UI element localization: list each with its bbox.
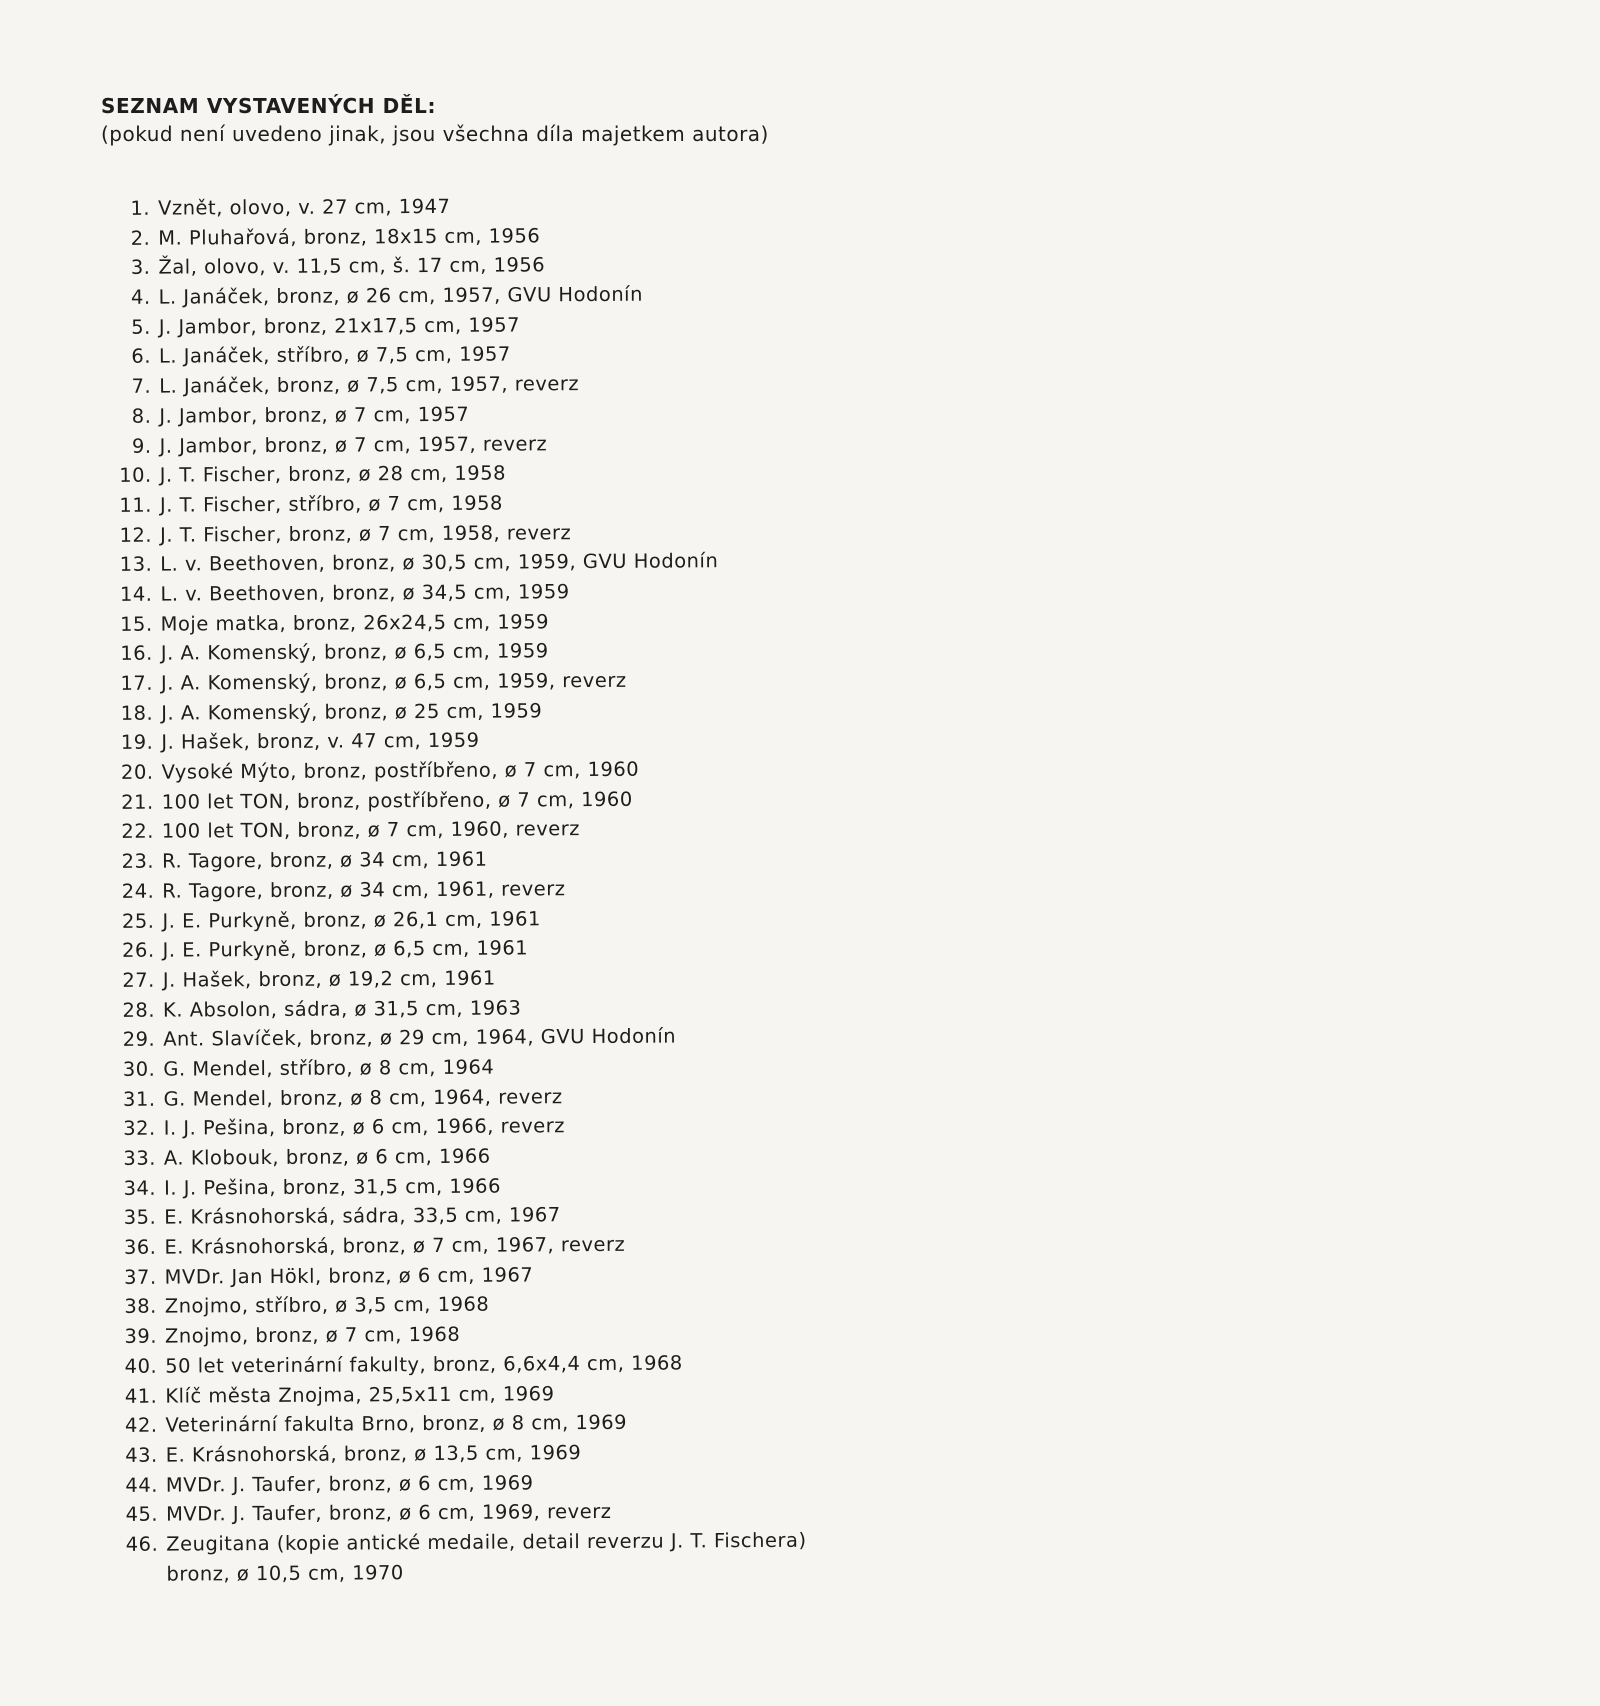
work-description: L. Janáček, bronz, ø 7,5 cm, 1957, reverz <box>159 372 580 398</box>
work-number: 35. <box>123 1206 157 1230</box>
work-number: 32. <box>123 1116 156 1141</box>
work-description: R. Tagore, bronz, ø 34 cm, 1961 <box>162 847 488 873</box>
work-item <box>101 279 799 313</box>
work-item <box>108 1526 807 1590</box>
work-description: MVDr. J. Taufer, bronz, ø 6 cm, 1969 <box>165 1470 534 1497</box>
work-description: L. Janáček, bronz, ø 26 cm, 1957, GVU Hodonín <box>158 282 644 309</box>
work-description: E. Krásnohorská, sádra, 33,5 cm, 1967 <box>164 1203 561 1230</box>
work-number: 22. <box>121 820 154 844</box>
work-description: I. J. Pešina, bronz, 31,5 cm, 1966 <box>164 1174 502 1200</box>
work-description: Znojmo, stříbro, ø 3,5 cm, 1968 <box>164 1293 490 1319</box>
work-description: Vznět, olovo, v. 27 cm, 1947 <box>158 194 451 220</box>
work-description: Vysoké Mýto, bronz, postříbřeno, ø 7 cm, 1960 <box>161 757 640 784</box>
work-item <box>106 1169 804 1203</box>
work-item <box>107 1318 805 1352</box>
work-description: J. T. Fischer, bronz, ø 7 cm, 1958, reverz <box>160 520 572 547</box>
work-number: 5. <box>131 315 151 339</box>
work-description: L. v. Beethoven, bronz, ø 30,5 cm, 1959, GVU Hodonín <box>160 549 719 576</box>
work-item <box>107 1288 805 1322</box>
work-item <box>100 249 798 283</box>
work-number: 20. <box>120 760 154 784</box>
work-item <box>103 694 801 728</box>
work-description: J. A. Komenský, bronz, ø 6,5 cm, 1959 <box>160 639 549 665</box>
work-number: 34. <box>123 1176 157 1200</box>
work-number: 12. <box>119 523 153 547</box>
work-item <box>108 1466 806 1500</box>
work-item <box>105 991 803 1025</box>
work-item <box>100 190 798 224</box>
work-item <box>103 724 801 758</box>
work-number: 16. <box>120 641 153 666</box>
work-item <box>106 1199 804 1233</box>
work-number: 4. <box>130 285 151 309</box>
work-item <box>104 813 802 847</box>
work-item <box>103 754 801 788</box>
work-number: 36. <box>123 1235 157 1259</box>
work-number: 8. <box>131 404 152 428</box>
work-item <box>101 308 799 342</box>
work-number: 42. <box>124 1413 158 1438</box>
work-item <box>104 902 802 936</box>
work-item <box>107 1258 805 1292</box>
work-description: J. E. Purkyně, bronz, ø 6,5 cm, 1961 <box>162 936 529 962</box>
work-number: 31. <box>122 1087 156 1111</box>
work-number: 40. <box>124 1354 158 1378</box>
work-number: 9. <box>131 434 152 458</box>
work-number: 11. <box>119 493 152 517</box>
work-description: MVDr. J. Taufer, bronz, ø 6 cm, 1969, reverz <box>165 1500 612 1526</box>
work-number: 21. <box>121 790 154 814</box>
work-number: 6. <box>131 345 152 369</box>
work-number: 28. <box>122 998 156 1022</box>
work-description: M. Pluhařová, bronz, 18x15 cm, 1956 <box>158 223 541 250</box>
work-item <box>104 843 802 877</box>
work-number: 46. <box>125 1532 159 1556</box>
work-item <box>106 1140 804 1174</box>
work-number: 23. <box>121 849 155 874</box>
work-description: J. T. Fischer, bronz, ø 28 cm, 1958 <box>159 461 507 487</box>
work-item <box>100 219 798 253</box>
work-description: J. A. Komenský, bronz, ø 6,5 cm, 1959, reverz <box>160 668 627 695</box>
work-description: 50 let veterinární fakulty, bronz, 6,6x4,4 cm, 1968 <box>165 1351 683 1378</box>
work-number: 2. <box>130 226 151 250</box>
work-number: 37. <box>124 1265 157 1289</box>
work-number: 10. <box>119 463 152 488</box>
work-description: J. Jambor, bronz, ø 7 cm, 1957, reverz <box>159 431 548 458</box>
work-number: 45. <box>125 1502 159 1527</box>
work-description: R. Tagore, bronz, ø 34 cm, 1961, reverz <box>162 876 566 903</box>
work-description: J. Jambor, bronz, ø 7 cm, 1957 <box>159 402 470 428</box>
work-item <box>104 783 802 817</box>
work-number: 25. <box>121 909 155 933</box>
work-number: 29. <box>122 1027 156 1052</box>
work-description: G. Mendel, bronz, ø 8 cm, 1964, reverz <box>163 1084 563 1111</box>
work-description: Moje matka, bronz, 26x24,5 cm, 1959 <box>160 609 550 636</box>
work-number: 30. <box>122 1057 156 1081</box>
work-description: K. Absolon, sádra, ø 31,5 cm, 1963 <box>162 996 522 1022</box>
work-item <box>101 368 799 402</box>
work-number: 15. <box>120 612 153 636</box>
work-item <box>106 1110 804 1144</box>
work-item <box>108 1496 806 1530</box>
work-description: 100 let TON, bronz, postříbřeno, ø 7 cm, 1960 <box>161 787 633 814</box>
work-number: 41. <box>124 1384 158 1408</box>
work-item <box>101 338 799 372</box>
work-item <box>102 516 800 550</box>
work-description: L. Janáček, stříbro, ø 7,5 cm, 1957 <box>158 342 511 369</box>
work-number: 7. <box>131 374 152 398</box>
work-number: 27. <box>122 968 155 992</box>
work-description: G. Mendel, stříbro, ø 8 cm, 1964 <box>163 1055 495 1081</box>
work-description: J. Jambor, bronz, 21x17,5 cm, 1957 <box>158 313 521 339</box>
work-number: 33. <box>123 1146 156 1170</box>
work-item <box>102 457 800 491</box>
work-description: E. Krásnohorská, bronz, ø 7 cm, 1967, reverz <box>164 1232 626 1259</box>
work-description: 100 let TON, bronz, ø 7 cm, 1960, reverz <box>161 817 581 844</box>
work-number: 43. <box>125 1443 158 1467</box>
work-item <box>107 1407 805 1441</box>
work-number: 44. <box>125 1473 158 1497</box>
work-number: 26. <box>122 938 155 963</box>
work-item <box>101 398 799 432</box>
work-number: 3. <box>130 256 151 280</box>
work-description: E. Krásnohorská, bronz, ø 13,5 cm, 1969 <box>165 1440 582 1467</box>
work-item <box>108 1437 806 1471</box>
work-description: J. A. Komenský, bronz, ø 25 cm, 1959 <box>161 698 543 725</box>
work-description: Žal, olovo, v. 11,5 cm, š. 17 cm, 1956 <box>158 253 546 280</box>
work-description: A. Klobouk, bronz, ø 6 cm, 1966 <box>163 1144 491 1170</box>
work-item <box>106 1229 804 1263</box>
work-item <box>107 1348 805 1382</box>
work-description: Znojmo, bronz, ø 7 cm, 1968 <box>164 1322 461 1348</box>
work-number: 17. <box>120 671 154 695</box>
work-item <box>104 873 802 907</box>
work-number: 38. <box>124 1295 157 1319</box>
work-item <box>102 487 800 521</box>
work-item <box>105 1051 803 1085</box>
work-description: J. Hašek, bronz, v. 47 cm, 1959 <box>161 729 480 755</box>
work-description: Zeugitana (kopie antické medaile, detail reverzu J. T. Fischera) bronz, ø 10,5 cm, 1970 <box>166 1528 807 1586</box>
work-description: I. J. Pešina, bronz, ø 6 cm, 1966, reverz <box>163 1114 566 1140</box>
document-title: SEZNAM VYSTAVENÝCH DĚL: <box>101 94 437 118</box>
work-number: 19. <box>120 731 154 755</box>
work-item <box>105 932 803 966</box>
work-item <box>101 427 799 461</box>
work-description: Ant. Slavíček, bronz, ø 29 cm, 1964, GVU Hodonín <box>163 1024 677 1051</box>
work-item <box>103 665 801 699</box>
work-description: J. T. Fischer, stříbro, ø 7 cm, 1958 <box>159 491 503 517</box>
works-list <box>100 190 807 1590</box>
work-description: J. Hašek, bronz, ø 19,2 cm, 1961 <box>162 966 496 992</box>
work-number: 18. <box>120 701 154 725</box>
work-item <box>103 635 801 669</box>
work-item <box>102 546 800 580</box>
work-item <box>105 1021 803 1055</box>
work-item <box>105 1080 803 1114</box>
document-note: (pokud není uvedeno jinak, jsou všechna díla majetkem autora) <box>101 122 769 146</box>
work-number: 13. <box>119 552 153 577</box>
work-item <box>105 962 803 996</box>
work-description: J. E. Purkyně, bronz, ø 26,1 cm, 1961 <box>162 906 541 933</box>
work-item <box>107 1377 805 1411</box>
work-number: 14. <box>119 582 153 606</box>
work-description: L. v. Beethoven, bronz, ø 34,5 cm, 1959 <box>160 580 570 606</box>
work-description: Veterinární fakulta Brno, bronz, ø 8 cm, 1969 <box>165 1410 628 1437</box>
work-number: 39. <box>124 1324 158 1348</box>
work-number: 24. <box>121 879 155 903</box>
work-number: 1. <box>130 196 151 220</box>
work-description: Klíč města Znojma, 25,5x11 cm, 1969 <box>165 1381 555 1408</box>
work-item <box>103 605 801 639</box>
work-item <box>102 576 800 610</box>
work-description: MVDr. Jan Hökl, bronz, ø 6 cm, 1967 <box>164 1263 534 1289</box>
